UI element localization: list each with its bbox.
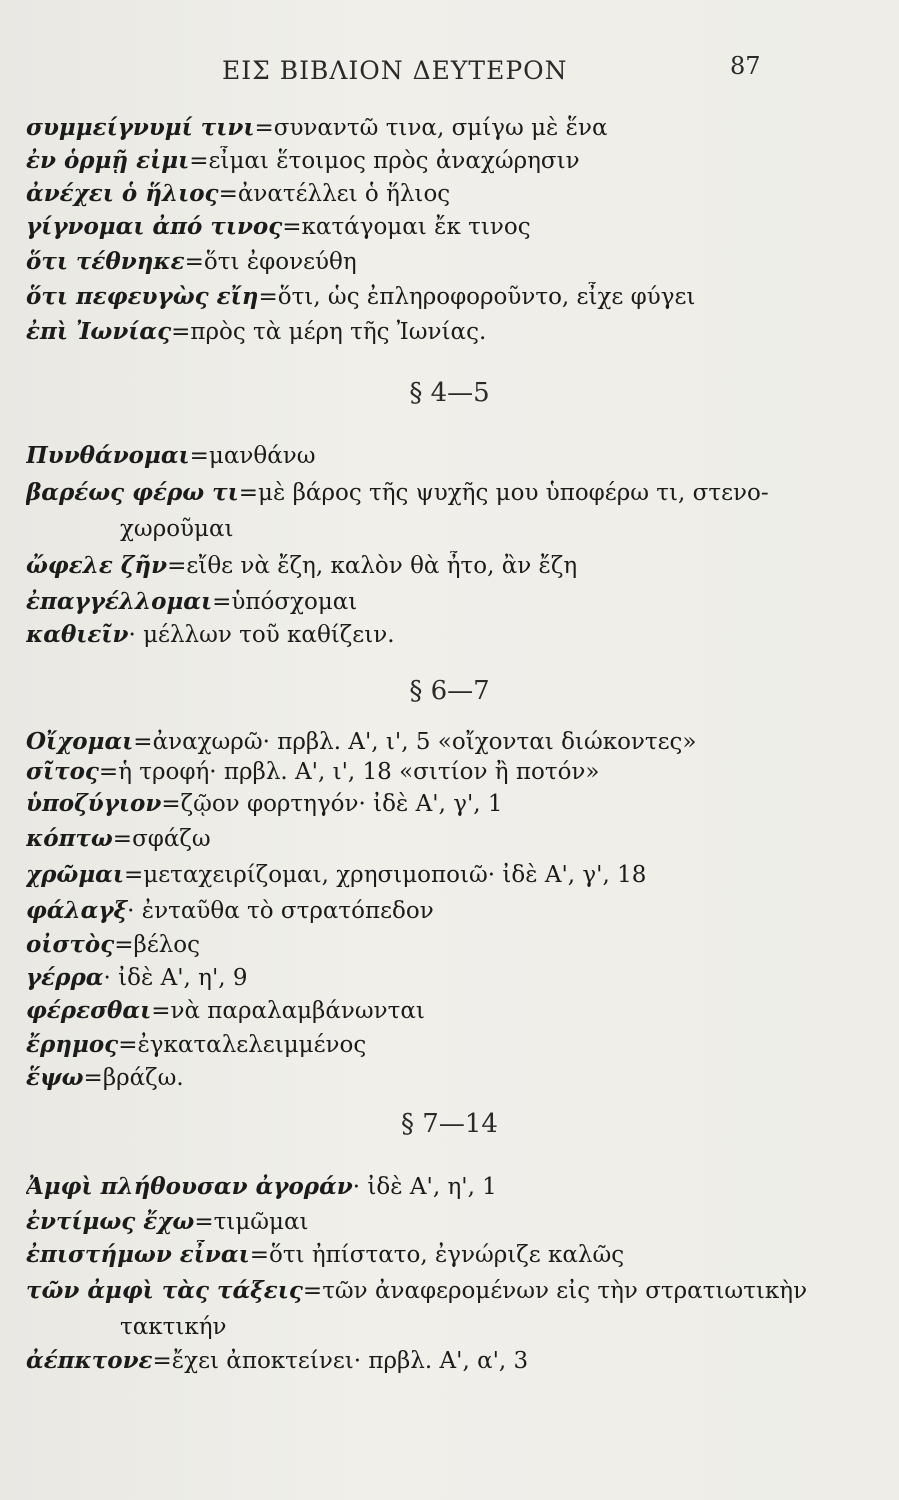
glossary-entry: βαρέως φέρω τι=μὲ βάρος τῆς ψυχῆς μου ὑποφέρω τι, στενο- [26, 479, 769, 506]
section-heading: § 7—14 [401, 1109, 498, 1139]
glossary-entry: ὅτι τέθνηκε=ὅτι ἐφονεύθη [26, 248, 357, 275]
glossary-entry: Ἀμφὶ πλήθουσαν ἀγοράν· ἰδὲ Α', η', 1 [26, 1173, 497, 1200]
glossary-continuation: τακτικήν [120, 1314, 227, 1340]
glossary-entry: ἔρημος=ἐγκαταλελειμμένος [26, 1031, 367, 1058]
section-heading: § 6—7 [409, 676, 490, 706]
glossary-entry: ἐπὶ Ἰωνίας=πρὸς τὰ μέρη τῆς Ἰωνίας. [26, 318, 487, 345]
page-header [0, 52, 899, 92]
glossary-entry: Οἴχομαι=ἀναχωρῶ· πρβλ. Α', ι', 5 «οἴχονται διώκοντες» [26, 728, 697, 755]
glossary-entry: συμμείγνυμί τινι=συναντῶ τινα, σμίγω μὲ ἕνα [26, 114, 608, 141]
glossary-entry: καθιεῖν· μέλλων τοῦ καθίζειν. [26, 621, 395, 648]
glossary-entry: ἐντίμως ἔχω=τιμῶμαι [26, 1208, 309, 1235]
glossary-entry: κόπτω=σφάζω [26, 825, 211, 852]
glossary-entry: σῖτος=ἡ τροφή· πρβλ. Α', ι', 18 «σιτίον ἢ ποτόν» [26, 758, 600, 785]
glossary-entry: ἕψω=βράζω. [26, 1064, 184, 1091]
glossary-entry: ἐπιστήμων εἶναι=ὅτι ἠπίστατο, ἐγνώριζε καλῶς [26, 1241, 625, 1268]
glossary-entry: γίγνομαι ἀπό τινος=κατάγομαι ἔκ τινος [26, 213, 531, 240]
glossary-entry: οἰστὸς=βέλος [26, 931, 201, 958]
glossary-entry: χρῶμαι=μεταχειρίζομαι, χρησιμοποιῶ· ἰδὲ Α', γ', 18 [26, 861, 647, 888]
section-heading: § 4—5 [409, 378, 490, 408]
glossary-entry: ὅτι πεφευγὼς εἴη=ὅτι, ὡς ἐπληροφοροῦντο, εἶχε φύγει [26, 283, 696, 310]
glossary-entry: ὑποζύγιον=ζῷον φορτηγόν· ἰδὲ Α', γ', 1 [26, 790, 503, 817]
glossary-entry: τῶν ἀμφὶ τὰς τάξεις=τῶν ἀναφερομένων εἰς τὴν στρατιωτικὴν [26, 1277, 808, 1304]
glossary-entry: ὤφελε ζῆν=εἴθε νὰ ἔζη, καλὸν θὰ ἦτο, ἂν ἔζη [26, 552, 578, 579]
glossary-entry: ἀέπκτονε=ἔχει ἀποκτείνει· πρβλ. Α', α', 3 [26, 1347, 529, 1374]
page-number: 87 [730, 52, 761, 80]
glossary-entry: φάλαγξ· ἐνταῦθα τὸ στρατόπεδον [26, 897, 434, 924]
glossary-entry: ἀνέχει ὁ ἥλιος=ἀνατέλλει ὁ ἥλιος [26, 180, 451, 207]
glossary-entry: γέρρα· ἰδὲ Α', η', 9 [26, 964, 248, 991]
glossary-entry: φέρεσθαι=νὰ παραλαμβάνωνται [26, 997, 425, 1024]
running-title: ΕΙΣ ΒΙΒΛΙΟΝ ΔΕΥΤΕΡΟΝ [222, 56, 568, 85]
glossary-entry: Πυνθάνομαι=μανθάνω [26, 442, 316, 469]
glossary-entry: ἐν ὁρμῇ εἰμι=εἶμαι ἕτοιμος πρὸς ἀναχώρησιν [26, 147, 580, 174]
glossary-entry: ἐπαγγέλλομαι=ὑπόσχομαι [26, 588, 358, 615]
glossary-continuation: χωροῦμαι [120, 516, 234, 542]
